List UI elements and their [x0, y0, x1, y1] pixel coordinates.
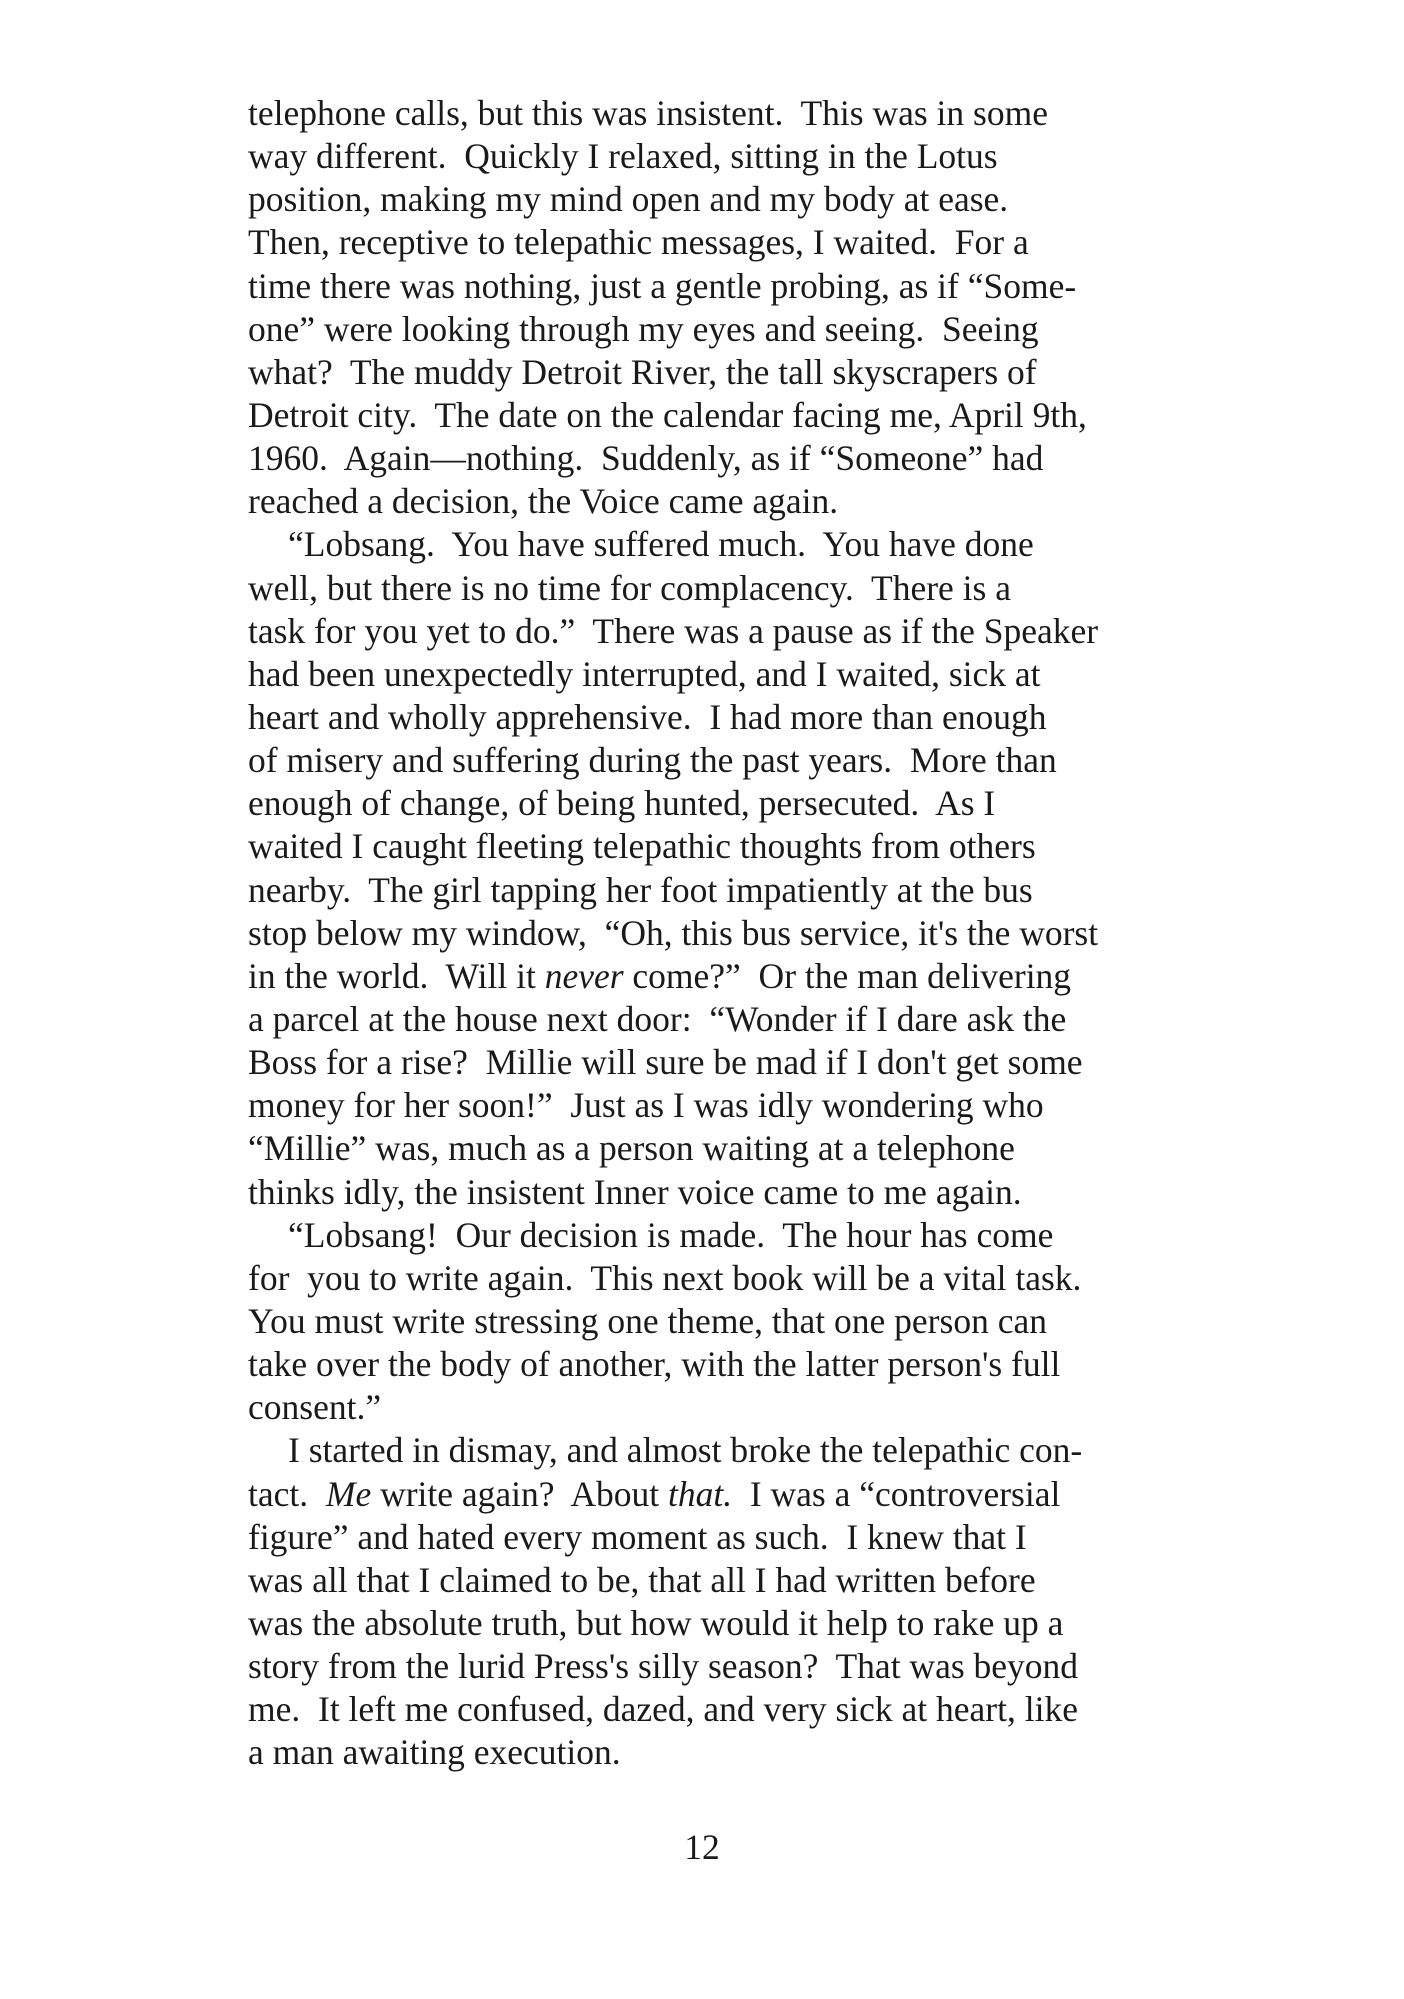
text-run: You must write stressing one theme, that one person can	[248, 1300, 1047, 1341]
text-run: take over the body of another, with the latter person's full	[248, 1344, 1061, 1385]
text-line	[248, 1516, 1168, 1559]
text-run: me. It left me confused, dazed, and very sick at heart, like	[248, 1689, 1078, 1730]
text-line	[248, 1171, 1168, 1214]
text-run: was all that I claimed to be, that all I had written before	[248, 1559, 1036, 1600]
text-line	[248, 782, 1168, 825]
text-run: one” were looking through my eyes and seeing. Seeing	[248, 308, 1039, 349]
text-line	[248, 1084, 1168, 1127]
text-line	[248, 696, 1168, 739]
text-run: 1960. Again—nothing. Suddenly, as if “Someone” had	[248, 438, 1044, 479]
italic-text: never	[544, 955, 624, 996]
text-run: Then, receptive to telepathic messages, I waited. For a	[248, 222, 1029, 263]
text-run: come?” Or the man delivering	[623, 955, 1072, 996]
text-run: was the absolute truth, but how would it help to rake up a	[248, 1602, 1064, 1643]
text-run: well, but there is no time for complacency. There is a	[248, 567, 1011, 608]
text-run: way different. Quickly I relaxed, sitting in the Lotus	[248, 136, 998, 177]
text-line	[248, 739, 1168, 782]
text-line	[248, 567, 1168, 610]
text-run: what? The muddy Detroit River, the tall skyscrapers of	[248, 351, 1037, 392]
text-line	[248, 653, 1168, 696]
text-run: thinks idly, the insistent Inner voice came to me again.	[248, 1171, 1022, 1212]
text-run: Detroit city. The date on the calendar facing me, April 9th,	[248, 394, 1087, 435]
text-line	[248, 1429, 1168, 1472]
text-run: tact.	[248, 1473, 326, 1514]
paragraph	[248, 523, 1168, 1213]
text-run: nearby. The girl tapping her foot impatiently at the bus	[248, 869, 1033, 910]
text-line	[248, 1602, 1168, 1645]
text-line	[248, 1127, 1168, 1170]
text-line	[248, 480, 1168, 523]
text-run: stop below my window, “Oh, this bus service, it's the worst	[248, 912, 1099, 953]
text-line	[248, 1731, 1168, 1774]
text-run: story from the lurid Press's silly season? That was beyond	[248, 1646, 1079, 1687]
text-run: “Millie” was, much as a person waiting at a telephone	[248, 1128, 1015, 1169]
text-run: I started in dismay, and almost broke the telepathic con-	[288, 1430, 1083, 1471]
text-run: of misery and suffering during the past years. More than	[248, 740, 1057, 781]
italic-text: Me	[325, 1473, 372, 1514]
paragraph	[248, 1429, 1168, 1774]
text-line	[248, 351, 1168, 394]
text-run: a man awaiting execution.	[248, 1732, 621, 1773]
page-number: 12	[684, 1827, 720, 1867]
text-line	[248, 998, 1168, 1041]
text-line	[248, 308, 1168, 351]
text-line	[248, 1214, 1168, 1257]
text-run: write again? About	[371, 1473, 668, 1514]
text-run: position, making my mind open and my body at ease.	[248, 179, 1009, 220]
text-run: for you to write again. This next book will be a vital task.	[248, 1257, 1082, 1298]
text-line	[248, 1473, 1168, 1516]
text-line	[248, 1257, 1168, 1300]
text-line	[248, 221, 1168, 264]
text-run: “Lobsang! Our decision is made. The hour has come	[288, 1214, 1054, 1255]
text-line	[248, 1386, 1168, 1429]
text-line	[248, 437, 1168, 480]
text-run: task for you yet to do.” There was a pause as if the Speaker	[248, 610, 1099, 651]
text-run: had been unexpectedly interrupted, and I waited, sick at	[248, 653, 1041, 694]
text-line	[248, 1343, 1168, 1386]
text-line	[248, 1041, 1168, 1084]
text-line	[248, 92, 1168, 135]
text-line	[248, 1688, 1168, 1731]
text-line	[248, 178, 1168, 221]
text-line	[248, 523, 1168, 566]
text-run: money for her soon!” Just as I was idly wondering who	[248, 1085, 1044, 1126]
body-text	[248, 92, 1168, 1774]
text-line	[248, 1645, 1168, 1688]
text-run: waited I caught fleeting telepathic thoughts from others	[248, 826, 1036, 867]
text-run: time there was nothing, just a gentle probing, as if “Some-	[248, 265, 1077, 306]
text-run: enough of change, of being hunted, persecuted. As I	[248, 783, 996, 824]
text-line	[248, 394, 1168, 437]
text-line	[248, 869, 1168, 912]
text-line	[248, 610, 1168, 653]
text-run: consent.”	[248, 1387, 382, 1428]
text-line	[248, 955, 1168, 998]
text-line	[248, 135, 1168, 178]
text-run: telephone calls, but this was insistent. This was in some	[248, 93, 1048, 133]
text-run: “Lobsang. You have suffered much. You have done	[288, 524, 1034, 565]
text-line	[248, 1559, 1168, 1602]
text-line	[248, 1300, 1168, 1343]
text-run: Boss for a rise? Millie will sure be mad if I don't get some	[248, 1042, 1083, 1083]
text-line	[248, 265, 1168, 308]
text-run: I was a “controversial	[732, 1473, 1061, 1514]
text-run: reached a decision, the Voice came again.	[248, 481, 839, 522]
paragraph	[248, 1214, 1168, 1430]
text-run: a parcel at the house next door: “Wonder if I dare ask the	[248, 998, 1067, 1039]
text-line	[248, 825, 1168, 868]
paragraph	[248, 92, 1168, 523]
text-run: figure” and hated every moment as such. I knew that I	[248, 1516, 1027, 1557]
text-run: in the world. Will it	[248, 955, 545, 996]
text-run: heart and wholly apprehensive. I had more than enough	[248, 696, 1047, 737]
italic-text: that.	[667, 1473, 733, 1514]
text-line	[248, 912, 1168, 955]
